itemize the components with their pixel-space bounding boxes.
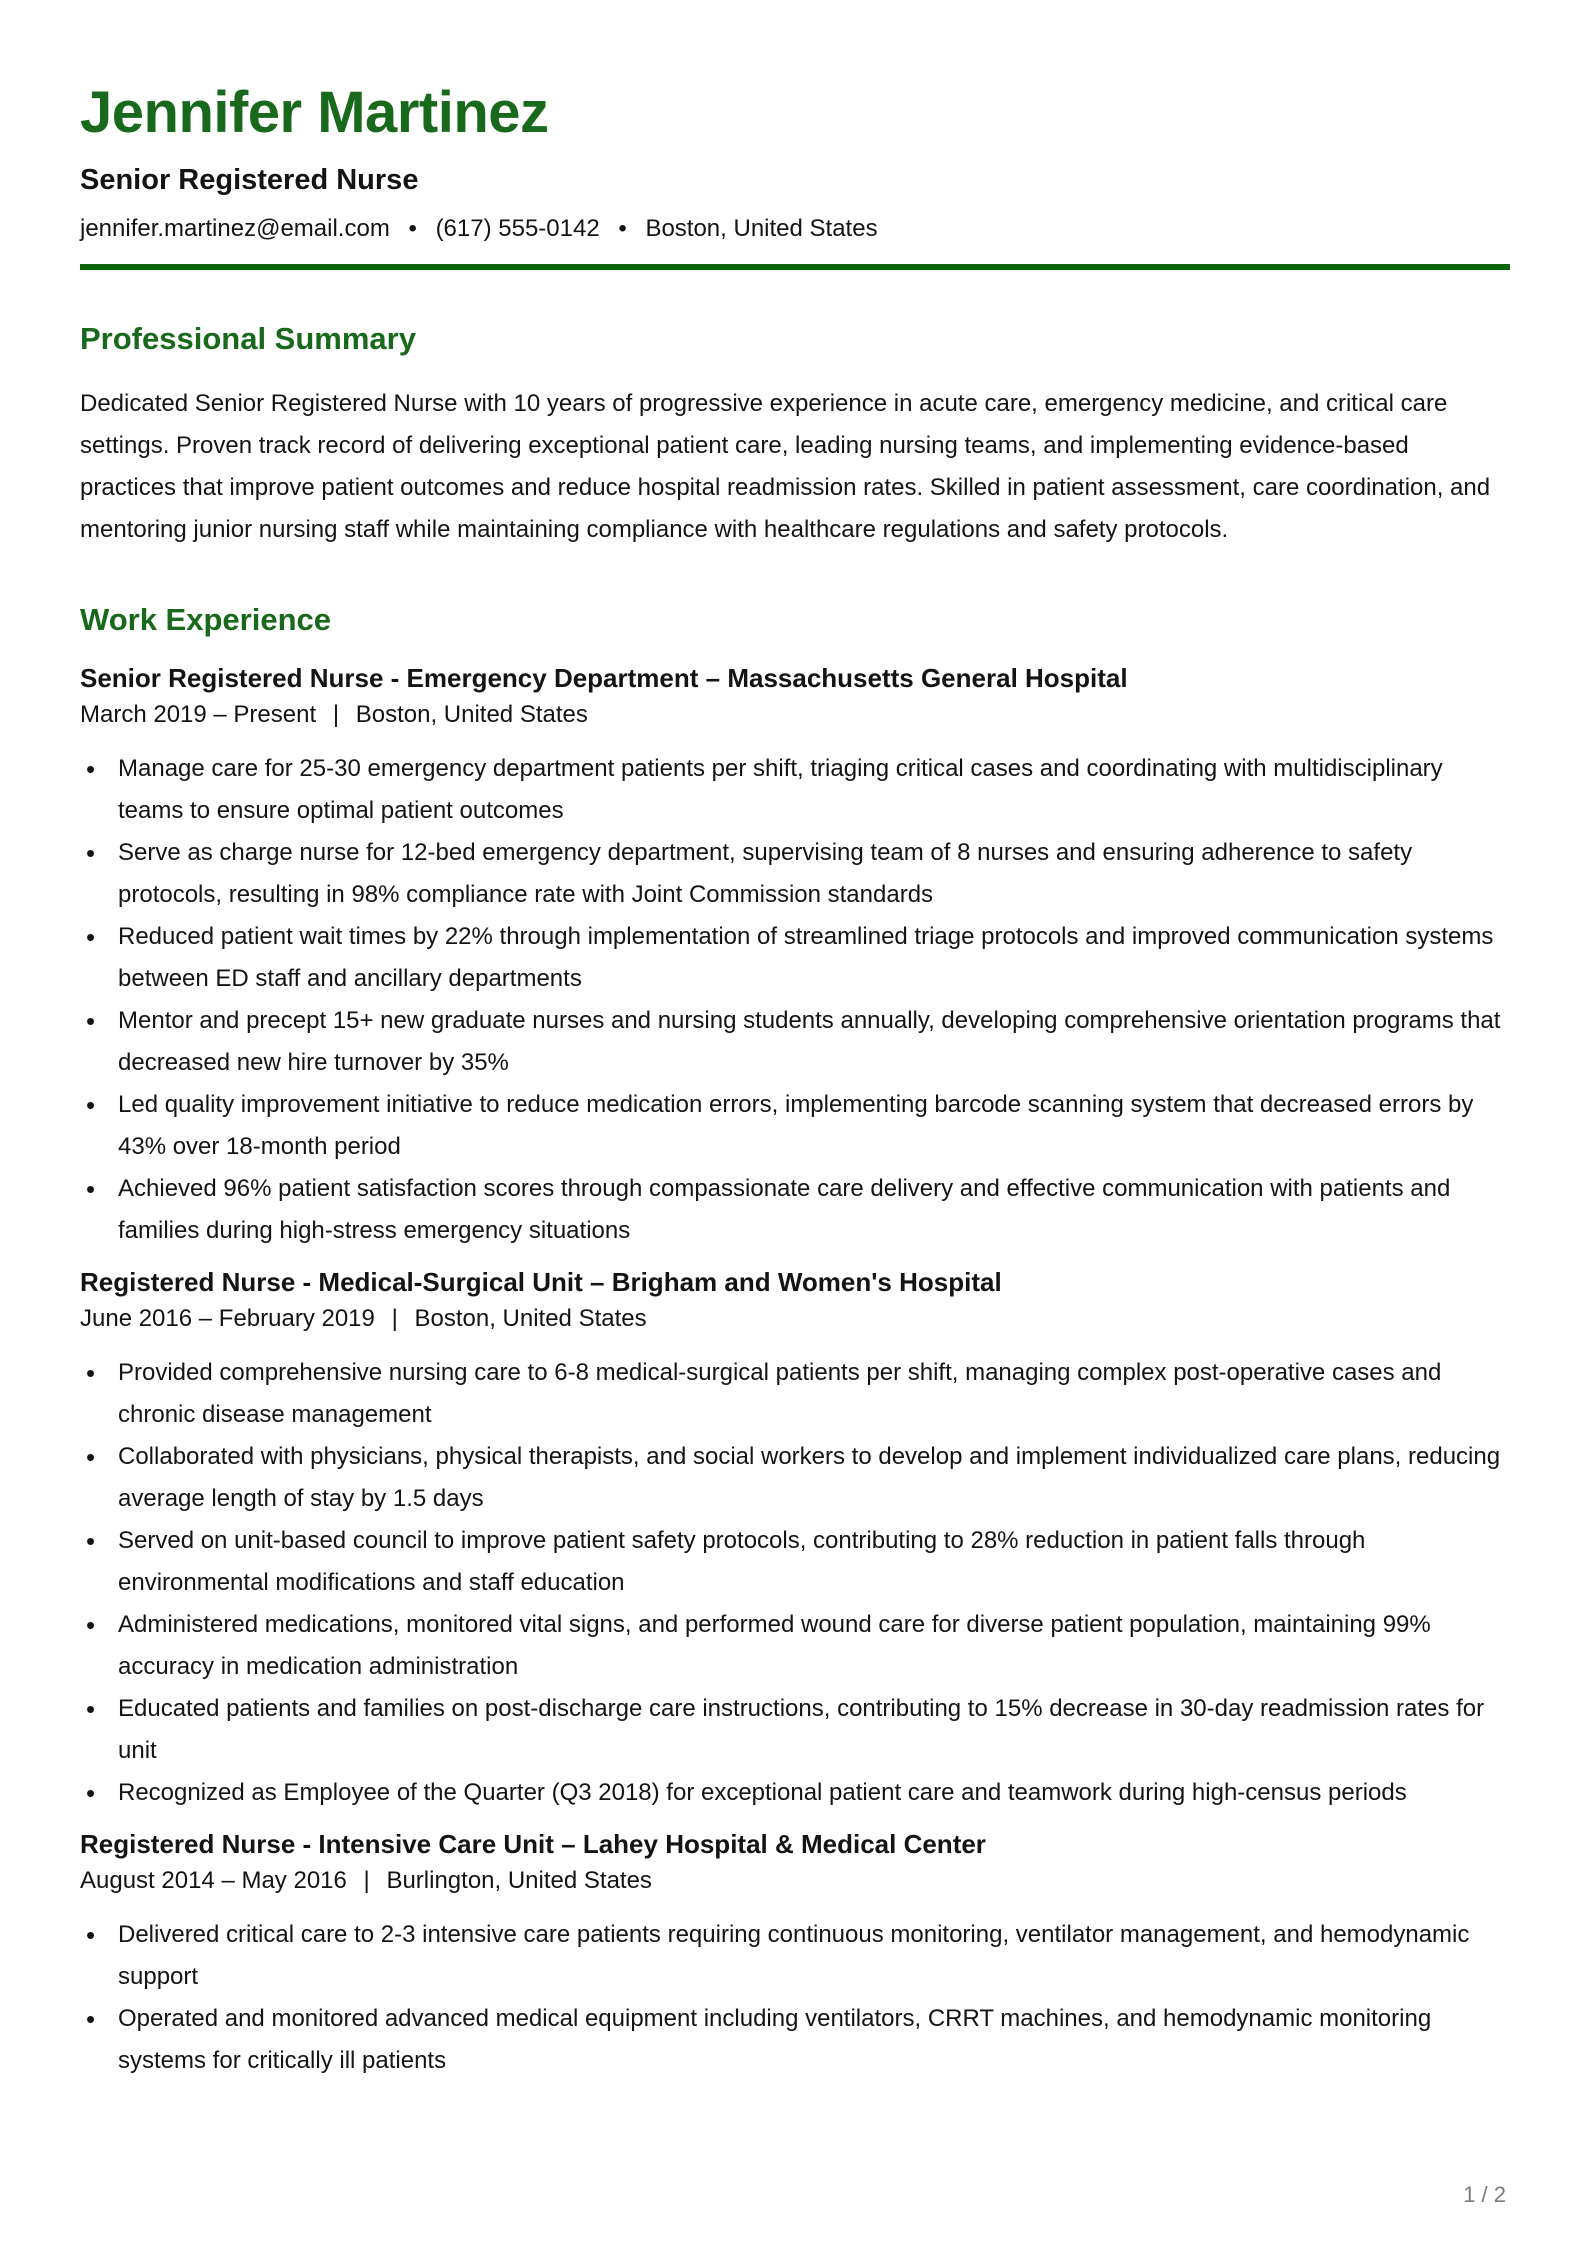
contact-separator-dot: • [408,215,417,243]
contact-line [80,213,1510,245]
bullet-item: • Serve as charge nurse for 12-bed emergency department, supervising team of 8 nurses and ensuring adherence to safety protocols, resulting in 98% compliance rate with Joint Commission standards [80,832,1510,916]
bullet-item: • Provided comprehensive nursing care to 6-8 medical-surgical patients per shift, managing complex post-operative cases and chronic disease management [80,1352,1510,1436]
job-dates: June 2016 – February 2019 [80,1305,375,1333]
job-location: Burlington, United States [386,1867,652,1895]
job-entry [80,1266,1510,1814]
bullet-item: • Recognized as Employee of the Quarter (Q3 2018) for exceptional patient care and teamwork during high-census periods [80,1772,1510,1814]
section-professional-summary [80,320,1510,551]
candidate-job-title: Senior Registered Nurse [80,163,419,196]
job-meta-separator: | [332,701,340,729]
section-heading-professional-summary: Professional Summary [80,320,416,356]
job-location: Boston, United States [355,701,588,729]
bullet-item: • Mentor and precept 15+ new graduate nurses and nursing students annually, developing comprehensive orientation programs that decreased new hire turnover by 35% [80,1000,1510,1084]
job-bullets [80,1914,1510,2082]
bullet-item: • Administered medications, monitored vital signs, and performed wound care for diverse patient population, maintaining 99% accuracy in medication administration [80,1604,1510,1688]
contact-location: Boston, United States [645,215,878,243]
section-heading-work-experience: Work Experience [80,602,331,638]
bullet-item: • Manage care for 25-30 emergency department patients per shift, triaging critical cases and coordinating with multidisciplinary teams to ensure optimal patient outcomes [80,748,1510,832]
job-list [80,662,1510,2082]
bullet-item: • Educated patients and families on post-discharge care instructions, contributing to 15% decrease in 30-day readmission rates for unit [80,1688,1510,1772]
bullet-item: • Delivered critical care to 2-3 intensive care patients requiring continuous monitoring, ventilator management, and hemodynamic support [80,1914,1510,1998]
bullet-item: • Operated and monitored advanced medical equipment including ventilators, CRRT machines, and hemodynamic monitoring systems for critically ill patients [80,1998,1510,2082]
job-dates: March 2019 – Present [80,701,317,729]
bullet-item: • Led quality improvement initiative to reduce medication errors, implementing barcode scanning system that decreased errors by 43% over 18-month period [80,1084,1510,1168]
contact-phone: (617) 555-0142 [435,215,600,243]
job-meta-separator: | [391,1305,398,1333]
bullet-item: • Collaborated with physicians, physical therapists, and social workers to develop and implement individualized care plans, reducing average length of stay by 1.5 days [80,1436,1510,1520]
job-title: Registered Nurse - Intensive Care Unit – Lahey Hospital & Medical Center [80,1829,986,1860]
contact-email: jennifer.martinez@email.com [80,215,390,243]
job-entry [80,1828,1510,2082]
resume-header [80,80,1510,270]
job-title: Registered Nurse - Medical-Surgical Unit – Brigham and Women's Hospital [80,1267,1002,1298]
job-dates-location [80,700,1510,730]
bullet-item: • Reduced patient wait times by 22% through implementation of streamlined triage protocols and improved communication systems between ED staff and ancillary departments [80,916,1510,1000]
job-bullets [80,748,1510,1252]
contact-separator-dot: • [618,215,627,243]
header-divider-rule [80,264,1510,270]
job-dates: August 2014 – May 2016 [80,1867,347,1895]
bullet-item: • Served on unit-based council to improve patient safety protocols, contributing to 28% reduction in patient falls through environmental modifications and staff education [80,1520,1510,1604]
job-entry [80,662,1510,1252]
bullet-item: • Achieved 96% patient satisfaction scores through compassionate care delivery and effective communication with patients and families during high-stress emergency situations [80,1168,1510,1252]
job-dates-location [80,1304,1510,1334]
candidate-name: Jennifer Martinez [80,80,549,145]
job-dates-location [80,1866,1510,1896]
job-bullets [80,1352,1510,1814]
summary-text: Dedicated Senior Registered Nurse with 10 years of progressive experience in acute care, emergency medicine, and critical care settings. Proven track record of delivering exceptional patient care, leading nursing teams, and implementing evidence-based practices that improve patient outcomes and reduce hospital readmission rates. Skilled in patient assessment, care coordination, and mentoring junior nursing staff while maintaining compliance with healthcare regulations and safety protocols. [80,390,1491,544]
page-number: 1 / 2 [1463,2182,1506,2207]
job-location: Boston, United States [414,1305,647,1333]
section-work-experience [80,601,1510,2082]
job-title: Senior Registered Nurse - Emergency Department – Massachusetts General Hospital [80,663,1128,694]
job-meta-separator: | [363,1867,370,1895]
